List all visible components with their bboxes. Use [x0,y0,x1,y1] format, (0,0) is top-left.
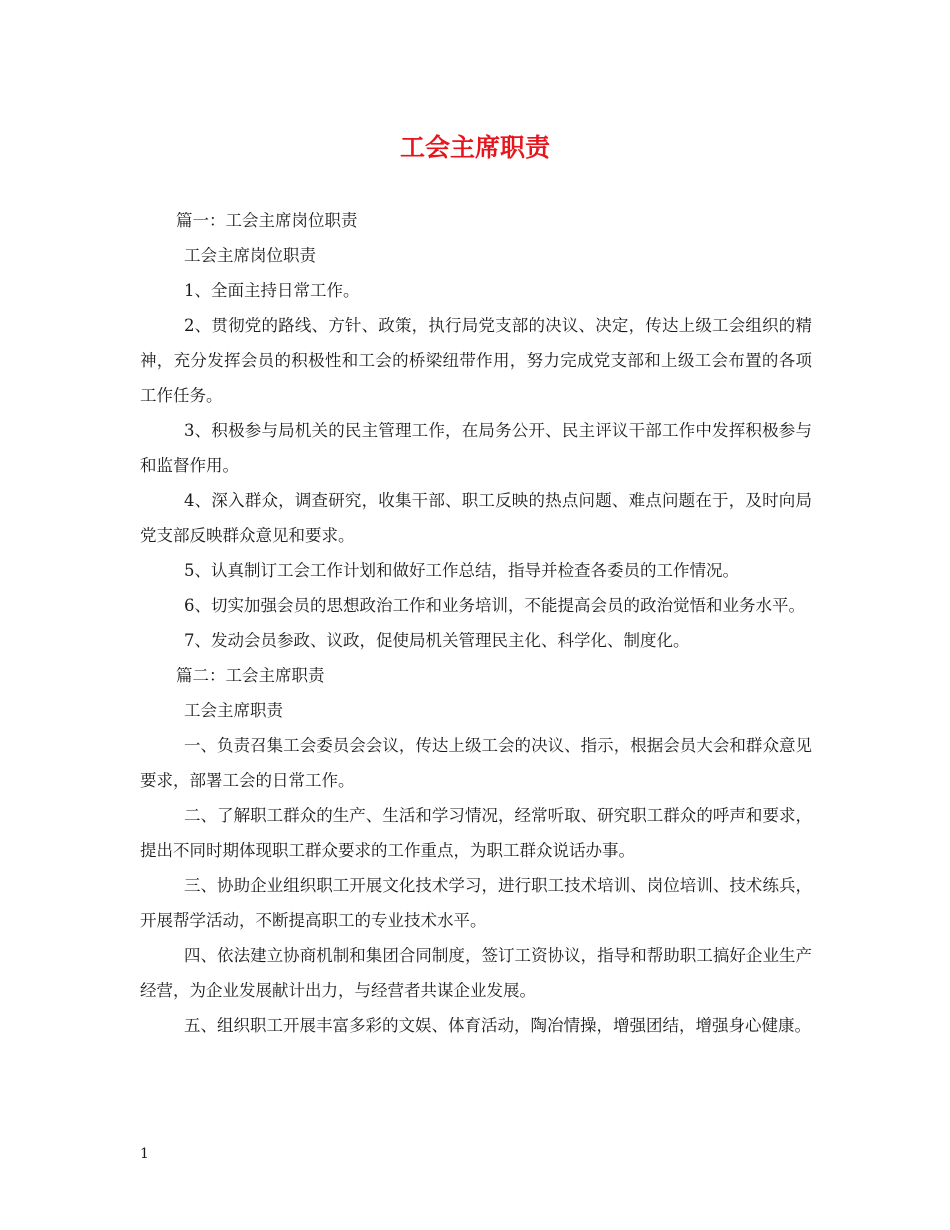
paragraph: 工会主席职责 [184,701,283,720]
paragraph: 5、认真制订工会工作计划和做好工作总结，指导并检查各委员的工作情况。 [184,561,739,580]
paragraph: 2、贯彻党的路线、方针、政策，执行局党支部的决议、决定，传达上级工会组织的精神，充分发挥会员的积极性和工会的桥梁纽带作用，努力完成党支部和上级工会布置的各项工作任务。 [140,316,812,405]
paragraph: 四、依法建立协商机制和集团合同制度，签订工资协议，指导和帮助职工搞好企业生产经营，为企业发展献计出力，与经营者共谋企业发展。 [140,946,812,1000]
paragraph: 3、积极参与局机关的民主管理工作，在局务公开、民主评议干部工作中发挥积极参与和监督作用。 [140,421,812,475]
paragraph: 一、负责召集工会委员会会议，传达上级工会的决议、指示，根据会员大会和群众意见要求，部署工会的日常工作。 [140,736,812,790]
paragraph: 篇二：工会主席职责 [176,666,325,685]
document-body [140,203,812,1043]
page-number: 1 [140,1146,149,1162]
paragraph: 工会主席岗位职责 [184,246,316,265]
paragraph: 篇一：工会主席岗位职责 [176,211,358,230]
paragraph: 7、发动会员参政、议政，促使局机关管理民主化、科学化、制度化。 [184,631,690,650]
paragraph: 4、深入群众，调查研究，收集干部、职工反映的热点问题、难点问题在于，及时向局党支部反映群众意见和要求。 [140,491,812,545]
paragraph: 6、切实加强会员的思想政治工作和业务培训，不能提高会员的政治觉悟和业务水平。 [184,596,805,615]
paragraph: 五、组织职工开展丰富多彩的文娱、体育活动，陶冶情操，增强团结，增强身心健康。 [184,1016,811,1035]
paragraph: 二、了解职工群众的生产、生活和学习情况，经常听取、研究职工群众的呼声和要求，提出不同时期体现职工群众要求的工作重点，为职工群众说话办事。 [140,806,812,860]
paragraph: 1、全面主持日常工作。 [184,281,360,300]
page-title: 工会主席职责 [399,133,550,162]
paragraph: 三、协助企业组织职工开展文化技术学习，进行职工技术培训、岗位培训、技术练兵，开展帮学活动，不断提高职工的专业技术水平。 [140,876,812,930]
